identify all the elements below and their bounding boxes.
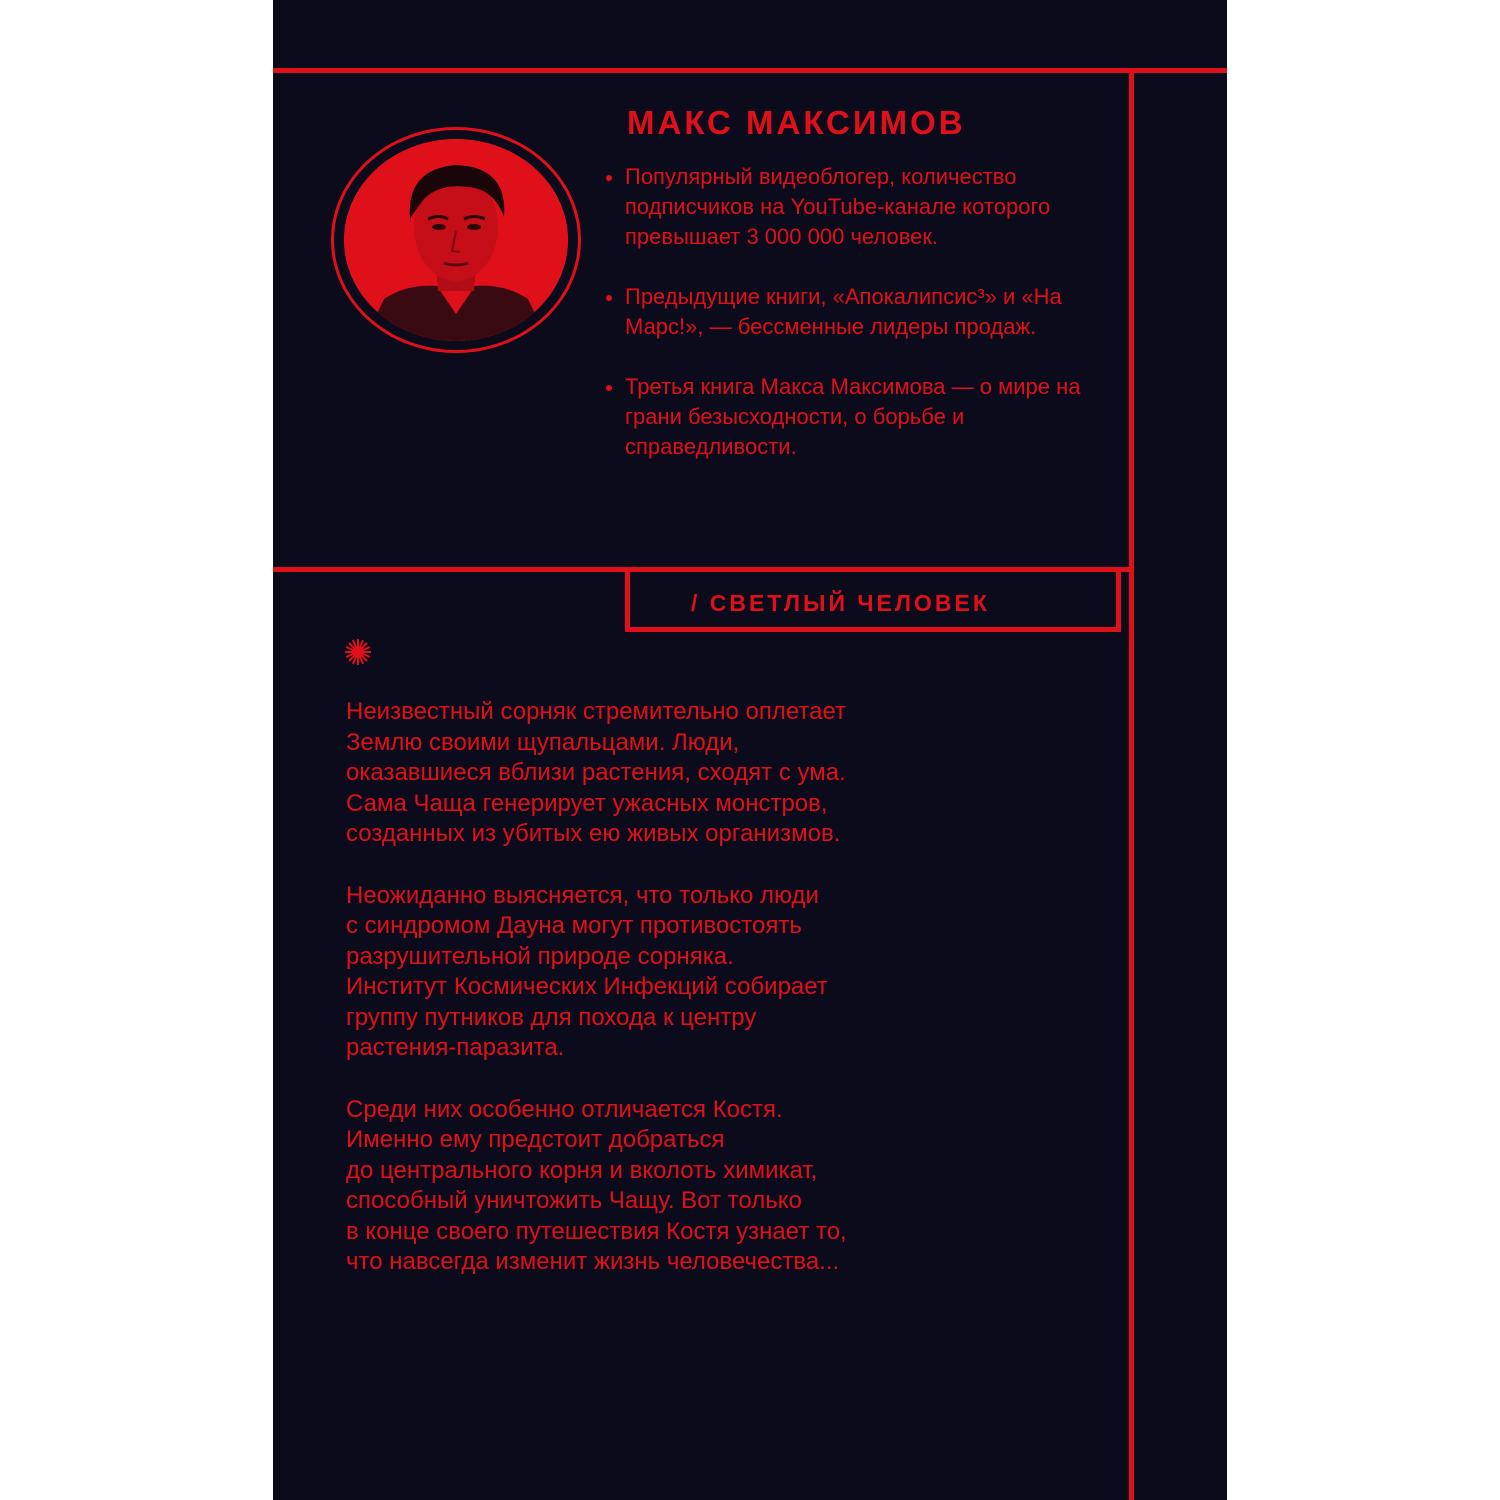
author-bullets <box>603 162 1083 492</box>
book-description <box>346 697 966 1309</box>
list-item: Третья книга Макса Максимова — о мире на грани безысходности, о борьбе и справедливости. <box>603 372 1083 462</box>
description-paragraph: Неизвестный сорняк стремительно оплетает Землю своими щупальцами. Люди, оказавшиеся вблизи растения, сходят с ума. Сама Чаща генерирует ужасных монстров, созданных из убитых ею живых организмов. <box>346 698 847 847</box>
right-rule-bottom <box>1129 567 1134 1500</box>
starburst-icon <box>343 637 373 667</box>
series-title: / СВЕТЛЫЙ ЧЕЛОВЕК <box>691 590 990 616</box>
description-paragraph: Неожиданно выясняется, что только люди с синдромом Дауна могут противостоять разрушительной природе сорняка. Институт Космических Инфекций собирает группу путников для похода к центру растения-паразита. <box>346 881 828 1061</box>
back-cover <box>273 0 1227 1500</box>
list-item: Предыдущие книги, «Апокалипсис³» и «На Марс!», — бессменные лидеры продаж. <box>603 282 1083 342</box>
author-photo <box>331 127 581 353</box>
list-item: Популярный видеоблогер, количество подписчиков на YouTube-канале которого превышает 3 000 000 человек. <box>603 162 1083 252</box>
author-portrait <box>344 139 568 341</box>
author-name: МАКС МАКСИМОВ <box>627 104 966 141</box>
top-rule <box>273 68 1227 73</box>
description-paragraph: Среди них особенно отличается Костя. Именно ему предстоит добраться до центрального корня и вколоть химикат, способный уничтожить Чащу. Вот только в конце своего путешествия Костя узнает то, что навсегда изменит жизнь человечества... <box>346 1095 847 1275</box>
